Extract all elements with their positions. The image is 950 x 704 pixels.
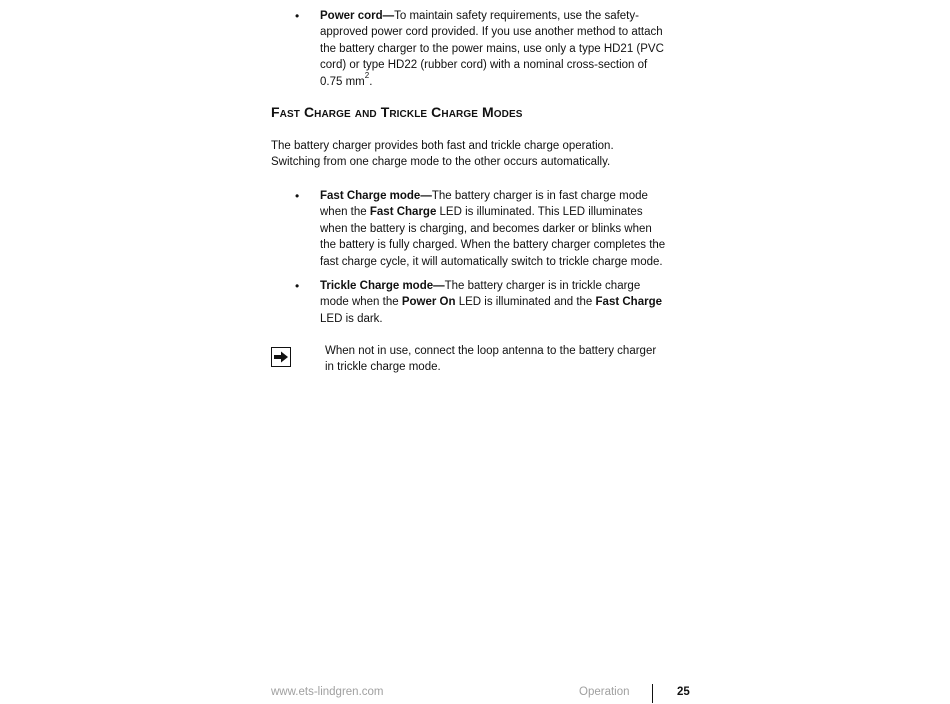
trickle-charge-text-2: LED is illuminated and the (455, 296, 596, 309)
power-cord-text: To maintain safety requirements, use the safety-approved power cord provided. If you use another method to attach the battery charger to the power mains, use only a type HD21 (PVC cord) or type HD22 (rubber cord) with a nominal cross-section of 0.75 mm (320, 10, 664, 88)
trickle-charge-bullet (320, 278, 670, 327)
power-cord-superscript: 2 (364, 70, 370, 80)
section-intro-paragraph: The battery charger provides both fast and trickle charge operation. Switching from one charge mode to the other occurs automatically. (271, 140, 614, 169)
power-cord-bullet (320, 8, 670, 90)
trickle-charge-text-3: LED is dark. (320, 312, 383, 325)
trickle-charge-led-power: Power On (401, 296, 456, 309)
arrow-right-icon-graphic (273, 350, 289, 364)
fast-charge-led-name: Fast Charge (369, 206, 437, 219)
note-text: When not in use, connect the loop antenna to the battery charger in trickle charge mode. (325, 345, 657, 374)
footer-url-link[interactable]: www.ets-lindgren.com (271, 686, 384, 698)
trickle-charge-led-fast: Fast Charge (595, 296, 662, 309)
footer-divider (652, 684, 653, 703)
trickle-charge-text-1: The battery charger is in trickle charge mode when the (320, 280, 641, 309)
section-heading: Fast Charge and Trickle Charge Modes (271, 104, 523, 120)
page-number: 25 (677, 686, 690, 698)
bullet-marker: • (295, 279, 300, 293)
fast-charge-text-1: The battery charger is in fast charge mode when the (320, 190, 648, 219)
footer-section-label: Operation (579, 686, 630, 698)
fast-charge-bullet (320, 188, 670, 270)
fast-charge-lead: Fast Charge mode— (320, 190, 432, 202)
fast-charge-text-2: LED is illuminated. This LED illuminates when the battery is charging, and becomes darker or blinks when the battery is fully charged. When the battery charger completes the fast charge cycle, it will automatically switch to trickle charge mode. (320, 206, 666, 268)
power-cord-lead: Power cord— (320, 10, 395, 22)
arrow-right-icon (271, 347, 291, 367)
bullet-marker: • (295, 9, 300, 23)
bullet-marker: • (295, 189, 300, 203)
power-cord-end: . (369, 75, 373, 88)
trickle-charge-lead: Trickle Charge mode— (320, 280, 445, 292)
